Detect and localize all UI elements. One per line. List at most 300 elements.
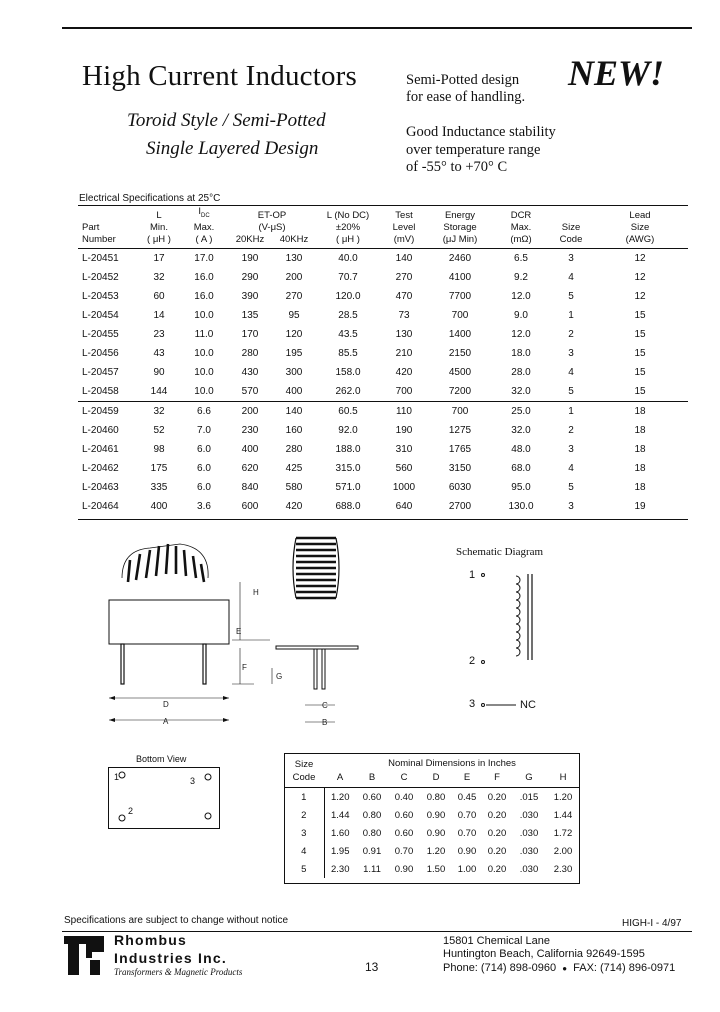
spec-cell: 2700 bbox=[448, 500, 472, 512]
spec-cell: 335 bbox=[150, 481, 168, 493]
spec-cell: 15 bbox=[634, 366, 646, 378]
spec-cell: 3150 bbox=[448, 462, 472, 474]
spec-cell: 4100 bbox=[448, 271, 472, 283]
bullet-separator: ● bbox=[562, 964, 568, 973]
part-number: L-20452 bbox=[82, 271, 119, 283]
spec-cell: 12 bbox=[634, 271, 646, 283]
subtitle-line-2: Single Layered Design bbox=[146, 138, 319, 159]
dim-cell: .030 bbox=[519, 827, 539, 839]
spec-cell: 28.5 bbox=[338, 309, 358, 321]
dim-cell: 0.20 bbox=[487, 845, 507, 857]
spec-cell: 18 bbox=[634, 481, 646, 493]
dim-cell: .015 bbox=[519, 791, 539, 803]
spec-cell: 10.0 bbox=[194, 347, 214, 359]
spec-cell: 600 bbox=[241, 500, 259, 512]
spec-cell: 18 bbox=[592, 401, 688, 421]
bottom-view-pin-holes bbox=[108, 767, 220, 829]
spec-cell: 270 bbox=[395, 271, 413, 283]
dim-cell: 0.80 bbox=[362, 809, 382, 821]
spec-cell: 12 bbox=[634, 252, 646, 264]
dim-cell: 0.70 bbox=[457, 809, 477, 821]
spec-cell: 15 bbox=[634, 328, 646, 340]
spec-row bbox=[78, 440, 688, 459]
page-title: High Current Inductors bbox=[82, 60, 358, 92]
dim-cell: 0.70 bbox=[394, 845, 414, 857]
spec-cell: 270 bbox=[285, 290, 303, 302]
spec-cell: 85.5 bbox=[338, 347, 358, 359]
spec-cell: 14 bbox=[153, 309, 165, 321]
spec-cell: 290 bbox=[241, 271, 259, 283]
dim-label-h: H bbox=[253, 588, 259, 597]
spec-cell: 188.0 bbox=[335, 443, 361, 455]
dim-cell: 1.50 bbox=[426, 863, 446, 875]
spec-cell: 700 bbox=[395, 385, 413, 397]
spec-header: DCR bbox=[510, 209, 532, 221]
part-number: L-20463 bbox=[82, 481, 119, 493]
spec-cell: 280 bbox=[285, 443, 303, 455]
spec-cell: 200 bbox=[228, 401, 272, 421]
spec-header: ±20% bbox=[335, 221, 361, 233]
spec-cell: 120 bbox=[285, 328, 303, 340]
spec-cell: 140 bbox=[272, 401, 316, 421]
address-line-1: 15801 Chemical Lane bbox=[443, 935, 551, 947]
spec-header bbox=[180, 206, 228, 222]
spec-cell: 3 bbox=[568, 252, 574, 264]
dim-label-c: C bbox=[322, 701, 328, 710]
dim-column-header: A bbox=[324, 771, 356, 788]
dim-size-code: 5 bbox=[284, 860, 324, 878]
spec-header: Part bbox=[82, 221, 100, 233]
dim-size-code: 2 bbox=[284, 806, 324, 824]
bottom-view-title: Bottom View bbox=[136, 754, 187, 764]
spec-cell: 95 bbox=[288, 309, 300, 321]
spec-cell: 5 bbox=[568, 481, 574, 493]
electrical-spec-table bbox=[78, 206, 688, 516]
idc-subscript: DC bbox=[200, 212, 210, 219]
spec-cell: 6030 bbox=[448, 481, 472, 493]
company-name-line-1: Rhombus bbox=[114, 932, 187, 948]
spec-cell: 580 bbox=[285, 481, 303, 493]
spec-row bbox=[78, 344, 688, 363]
dim-cell: 0.80 bbox=[362, 827, 382, 839]
spec-header: ( μH ) bbox=[138, 234, 180, 249]
spec-row bbox=[78, 287, 688, 306]
spec-cell: 280 bbox=[241, 347, 259, 359]
dim-size-code: 1 bbox=[284, 788, 324, 807]
spec-cell: 7200 bbox=[448, 385, 472, 397]
contact-line bbox=[443, 962, 675, 974]
spec-cell: 688.0 bbox=[335, 500, 361, 512]
spec-cell: 310 bbox=[395, 443, 413, 455]
spec-row bbox=[78, 401, 688, 421]
spec-header: (V-μS) bbox=[258, 221, 286, 233]
part-number: L-20457 bbox=[82, 366, 119, 378]
dim-cell: 0.60 bbox=[362, 791, 382, 803]
footer-notice: Specifications are subject to change without notice bbox=[64, 915, 289, 926]
spec-cell: 7.0 bbox=[197, 424, 211, 436]
part-number: L-20456 bbox=[82, 347, 119, 359]
rhombus-logo-icon bbox=[64, 936, 106, 976]
spec-cell: 2 bbox=[568, 424, 574, 436]
dim-table-title: Nominal Dimensions in Inches bbox=[324, 754, 580, 771]
part-number: L-20459 bbox=[78, 401, 138, 421]
dim-cell: 0.20 bbox=[487, 809, 507, 821]
mechanical-drawing bbox=[100, 530, 360, 730]
dim-label-f: F bbox=[242, 663, 247, 672]
part-number: L-20455 bbox=[82, 328, 119, 340]
spec-cell: 12.0 bbox=[511, 328, 531, 340]
spec-cell: 6.5 bbox=[514, 252, 528, 264]
address-line-2: Huntington Beach, California 92649-1595 bbox=[443, 948, 645, 960]
spec-cell: 400 bbox=[150, 500, 168, 512]
feature-2-line-2: over temperature range bbox=[406, 142, 541, 158]
schematic-pin-1: 1 bbox=[469, 569, 476, 581]
dim-size-code: 4 bbox=[284, 842, 324, 860]
spec-cell: 262.0 bbox=[335, 385, 361, 397]
new-badge: NEW! bbox=[568, 53, 665, 93]
spec-cell: 17 bbox=[153, 252, 165, 264]
bottom-view-pin-3: 3 bbox=[190, 776, 196, 786]
spec-cell: 10.0 bbox=[194, 366, 214, 378]
dim-cell: 1.20 bbox=[553, 791, 573, 803]
spec-header: Storage bbox=[443, 221, 477, 233]
dim-cell: 0.20 bbox=[487, 791, 507, 803]
spec-cell: 4 bbox=[568, 462, 574, 474]
spec-cell: 400 bbox=[285, 385, 303, 397]
spec-cell: 6.0 bbox=[197, 481, 211, 493]
spec-cell: 400 bbox=[241, 443, 259, 455]
dim-column-header: B bbox=[356, 771, 388, 788]
spec-header: 20KHz bbox=[228, 234, 272, 249]
spec-cell: 5 bbox=[568, 385, 574, 397]
spec-cell: 98 bbox=[153, 443, 165, 455]
spec-cell: 700 bbox=[428, 401, 492, 421]
spec-cell: 11.0 bbox=[194, 328, 214, 340]
part-number: L-20461 bbox=[82, 443, 119, 455]
company-name-line-2: Industries Inc. bbox=[114, 950, 227, 966]
spec-cell: 200 bbox=[285, 271, 303, 283]
spec-cell: 18.0 bbox=[511, 347, 531, 359]
dim-size-label: Size bbox=[294, 759, 314, 770]
spec-cell: 90 bbox=[153, 366, 165, 378]
spec-caption: Electrical Specifications at 25°C bbox=[79, 193, 221, 204]
spec-cell: 2150 bbox=[448, 347, 472, 359]
dim-cell: 0.40 bbox=[394, 791, 414, 803]
dim-cell: 1.20 bbox=[331, 791, 350, 803]
spec-cell: 1275 bbox=[448, 424, 472, 436]
spec-cell: 195 bbox=[285, 347, 303, 359]
schematic-pin-3: 3 bbox=[469, 698, 476, 710]
feature-1-line-2: for ease of handling. bbox=[406, 89, 526, 105]
dim-cell: 0.60 bbox=[394, 809, 414, 821]
spec-cell: 73 bbox=[398, 309, 410, 321]
dim-cell: 0.70 bbox=[457, 827, 477, 839]
spec-header: Level bbox=[392, 221, 416, 233]
spec-cell: 23 bbox=[153, 328, 165, 340]
dim-column-header: C bbox=[388, 771, 420, 788]
spec-row bbox=[78, 478, 688, 497]
spec-cell: 571.0 bbox=[335, 481, 361, 493]
spec-header: Max. bbox=[510, 221, 532, 233]
dim-cell: 2.30 bbox=[553, 863, 573, 875]
schematic-pin-2: 2 bbox=[469, 655, 476, 667]
spec-cell: 570 bbox=[241, 385, 259, 397]
dim-cell: .030 bbox=[519, 845, 539, 857]
spec-header: Size bbox=[630, 221, 650, 233]
spec-row bbox=[78, 325, 688, 344]
schematic-diagram bbox=[476, 568, 546, 718]
spec-cell: 43 bbox=[153, 347, 165, 359]
spec-cell: 315.0 bbox=[335, 462, 361, 474]
spec-cell: 6.0 bbox=[197, 443, 211, 455]
spec-header: Number bbox=[78, 234, 138, 249]
spec-header bbox=[550, 206, 592, 222]
spec-cell: 16.0 bbox=[194, 271, 214, 283]
spec-cell: 470 bbox=[395, 290, 413, 302]
spec-cell: 1400 bbox=[448, 328, 472, 340]
spec-cell: 48.0 bbox=[511, 443, 531, 455]
spec-row bbox=[78, 268, 688, 287]
feature-2-line-1: Good Inductance stability bbox=[406, 124, 556, 140]
spec-cell: 1000 bbox=[392, 481, 416, 493]
dim-cell: 0.90 bbox=[457, 845, 477, 857]
spec-cell: 3 bbox=[568, 443, 574, 455]
dim-cell: 0.60 bbox=[394, 827, 414, 839]
spec-cell: 1 bbox=[550, 401, 592, 421]
spec-cell: 130 bbox=[395, 328, 413, 340]
part-number: L-20453 bbox=[82, 290, 119, 302]
top-rule bbox=[62, 27, 692, 29]
dim-label-g: G bbox=[276, 672, 283, 681]
spec-cell: 52 bbox=[153, 424, 165, 436]
spec-cell: 68.0 bbox=[511, 462, 531, 474]
spec-cell: 9.0 bbox=[514, 309, 528, 321]
spec-cell: 5 bbox=[568, 290, 574, 302]
spec-cell: 160 bbox=[285, 424, 303, 436]
spec-cell: 430 bbox=[241, 366, 259, 378]
spec-row bbox=[78, 306, 688, 325]
spec-cell: 390 bbox=[241, 290, 259, 302]
spec-cell: 1765 bbox=[448, 443, 472, 455]
spec-cell: 840 bbox=[241, 481, 259, 493]
spec-header: Code bbox=[550, 234, 592, 249]
spec-cell: 32 bbox=[153, 271, 165, 283]
spec-cell: 7700 bbox=[448, 290, 472, 302]
spec-cell: 18 bbox=[634, 424, 646, 436]
bottom-view-pin-2: 2 bbox=[128, 806, 134, 816]
spec-cell: 4500 bbox=[448, 366, 472, 378]
bottom-view-pin-1: 1 bbox=[114, 772, 120, 782]
spec-header: Lead bbox=[629, 209, 651, 221]
spec-row bbox=[78, 248, 688, 268]
spec-header: Min. bbox=[150, 221, 168, 233]
dim-cell: .030 bbox=[519, 809, 539, 821]
spec-header: Size bbox=[561, 221, 581, 233]
spec-cell: 190 bbox=[241, 252, 259, 264]
spec-cell: 16.0 bbox=[194, 290, 214, 302]
spec-cell: 70.7 bbox=[338, 271, 358, 283]
spec-cell: 130.0 bbox=[508, 500, 534, 512]
dim-cell: 0.20 bbox=[487, 863, 507, 875]
feature-2-line-3: of -55° to +70° C bbox=[406, 159, 508, 175]
dim-size-code: 3 bbox=[284, 824, 324, 842]
spec-cell: 18 bbox=[634, 462, 646, 474]
spec-cell: 6.6 bbox=[180, 401, 228, 421]
spec-cell: 15 bbox=[634, 347, 646, 359]
spec-cell: 19 bbox=[634, 500, 646, 512]
dim-cell: 0.90 bbox=[426, 827, 446, 839]
dim-column-header: D bbox=[420, 771, 452, 788]
dim-cell: 0.20 bbox=[487, 827, 507, 839]
dim-label-b: B bbox=[322, 718, 328, 727]
spec-cell: 3.6 bbox=[197, 500, 211, 512]
dim-cell: 1.11 bbox=[363, 863, 381, 875]
spec-row bbox=[78, 363, 688, 382]
dim-code-label: Code bbox=[292, 772, 316, 783]
spec-cell: 10.0 bbox=[194, 385, 214, 397]
dim-cell: 0.45 bbox=[457, 791, 477, 803]
spec-row bbox=[78, 421, 688, 440]
spec-cell: 15 bbox=[634, 309, 646, 321]
coil-front-view bbox=[272, 538, 358, 722]
spec-cell: 425 bbox=[285, 462, 303, 474]
spec-cell: 6.0 bbox=[197, 462, 211, 474]
spec-cell: 92.0 bbox=[338, 424, 358, 436]
spec-cell: 420 bbox=[395, 366, 413, 378]
footer-doc-code: HIGH-I - 4/97 bbox=[622, 918, 682, 929]
spec-cell: 9.2 bbox=[514, 271, 528, 283]
spec-cell: 135 bbox=[241, 309, 259, 321]
toroid-side-view bbox=[109, 544, 270, 722]
dim-cell: 1.44 bbox=[331, 809, 350, 821]
spec-cell: 60.5 bbox=[316, 401, 380, 421]
dim-column-header: H bbox=[546, 771, 580, 788]
feature-1-line-1: Semi-Potted design bbox=[406, 72, 520, 88]
spec-cell: 12 bbox=[634, 290, 646, 302]
spec-row bbox=[78, 459, 688, 478]
spec-cell: 700 bbox=[451, 309, 469, 321]
spec-cell: 3 bbox=[568, 500, 574, 512]
dim-label-a: A bbox=[163, 717, 169, 726]
spec-cell: 560 bbox=[395, 462, 413, 474]
dim-column-header: G bbox=[512, 771, 546, 788]
spec-cell: 190 bbox=[395, 424, 413, 436]
spec-header bbox=[78, 206, 138, 222]
spec-bottom-rule bbox=[78, 519, 688, 520]
dim-column-header: E bbox=[452, 771, 482, 788]
spec-header: L bbox=[156, 209, 162, 221]
spec-header: ET-OP bbox=[257, 209, 287, 221]
spec-cell: 4 bbox=[568, 271, 574, 283]
dim-cell: 2.00 bbox=[553, 845, 573, 857]
dim-label-d: D bbox=[163, 700, 169, 709]
spec-cell: 140 bbox=[395, 252, 413, 264]
dim-cell: 2.30 bbox=[331, 863, 350, 875]
part-number: L-20451 bbox=[82, 252, 119, 264]
spec-header: Max. bbox=[193, 221, 215, 233]
spec-cell: 12.0 bbox=[511, 290, 531, 302]
part-number: L-20458 bbox=[82, 385, 119, 397]
fax-number: FAX: (714) 896-0971 bbox=[573, 962, 676, 974]
phone-number: Phone: (714) 898-0960 bbox=[443, 962, 557, 974]
spec-cell: 230 bbox=[241, 424, 259, 436]
dim-cell: .030 bbox=[519, 863, 539, 875]
spec-header: ( A ) bbox=[180, 234, 228, 249]
spec-cell: 10.0 bbox=[194, 309, 214, 321]
dim-cell: 1.44 bbox=[553, 809, 573, 821]
spec-header: (mV) bbox=[380, 234, 428, 249]
dim-cell: 1.72 bbox=[553, 827, 573, 839]
spec-header: ( μH ) bbox=[316, 234, 380, 249]
company-tagline: Transformers & Magnetic Products bbox=[114, 967, 243, 977]
spec-cell: 40.0 bbox=[338, 252, 358, 264]
dim-table-frame bbox=[284, 753, 580, 884]
spec-cell: 95.0 bbox=[511, 481, 531, 493]
idc-letter: I bbox=[198, 206, 201, 217]
spec-cell: 2460 bbox=[448, 252, 472, 264]
spec-cell: 4 bbox=[568, 366, 574, 378]
dim-cell: 0.91 bbox=[362, 845, 382, 857]
spec-cell: 32.0 bbox=[511, 424, 531, 436]
spec-cell: 130 bbox=[285, 252, 303, 264]
dim-label-e: E bbox=[236, 627, 242, 636]
page-number: 13 bbox=[365, 960, 379, 974]
spec-cell: 170 bbox=[241, 328, 259, 340]
spec-cell: 620 bbox=[241, 462, 259, 474]
spec-cell: 120.0 bbox=[335, 290, 361, 302]
dim-cell: 0.90 bbox=[394, 863, 414, 875]
spec-cell: 144 bbox=[150, 385, 168, 397]
spec-header: L (No DC) bbox=[326, 209, 370, 221]
spec-header: Energy bbox=[444, 209, 476, 221]
part-number: L-20462 bbox=[82, 462, 119, 474]
part-number: L-20464 bbox=[82, 500, 119, 512]
spec-cell: 3 bbox=[568, 347, 574, 359]
schematic-nc: NC bbox=[520, 699, 536, 711]
spec-cell: 32.0 bbox=[511, 385, 531, 397]
spec-cell: 210 bbox=[395, 347, 413, 359]
spec-header: (μJ Min) bbox=[428, 234, 492, 249]
spec-cell: 2 bbox=[568, 328, 574, 340]
part-number: L-20460 bbox=[82, 424, 119, 436]
dim-column-header: F bbox=[482, 771, 512, 788]
spec-cell: 1 bbox=[568, 309, 574, 321]
spec-cell: 25.0 bbox=[492, 401, 550, 421]
spec-row bbox=[78, 382, 688, 402]
spec-cell: 640 bbox=[395, 500, 413, 512]
spec-header: (mΩ) bbox=[492, 234, 550, 249]
dim-cell: 1.20 bbox=[426, 845, 446, 857]
spec-cell: 175 bbox=[150, 462, 168, 474]
spec-row bbox=[78, 497, 688, 516]
spec-header-row-0 bbox=[78, 206, 688, 222]
spec-header-row-2 bbox=[78, 234, 688, 249]
subtitle-line-1: Toroid Style / Semi-Potted bbox=[127, 110, 326, 131]
spec-cell: 17.0 bbox=[194, 252, 214, 264]
spec-cell: 28.0 bbox=[511, 366, 531, 378]
spec-cell: 420 bbox=[285, 500, 303, 512]
spec-cell: 300 bbox=[285, 366, 303, 378]
dim-cell: 1.60 bbox=[331, 827, 350, 839]
spec-cell: 32 bbox=[138, 401, 180, 421]
spec-cell: 158.0 bbox=[335, 366, 361, 378]
schematic-title: Schematic Diagram bbox=[456, 546, 544, 558]
dim-cell: 0.90 bbox=[426, 809, 446, 821]
spec-header-row-1 bbox=[78, 222, 688, 234]
dim-cell: 1.95 bbox=[331, 845, 350, 857]
spec-cell: 43.5 bbox=[338, 328, 358, 340]
dim-cell: 0.80 bbox=[426, 791, 446, 803]
